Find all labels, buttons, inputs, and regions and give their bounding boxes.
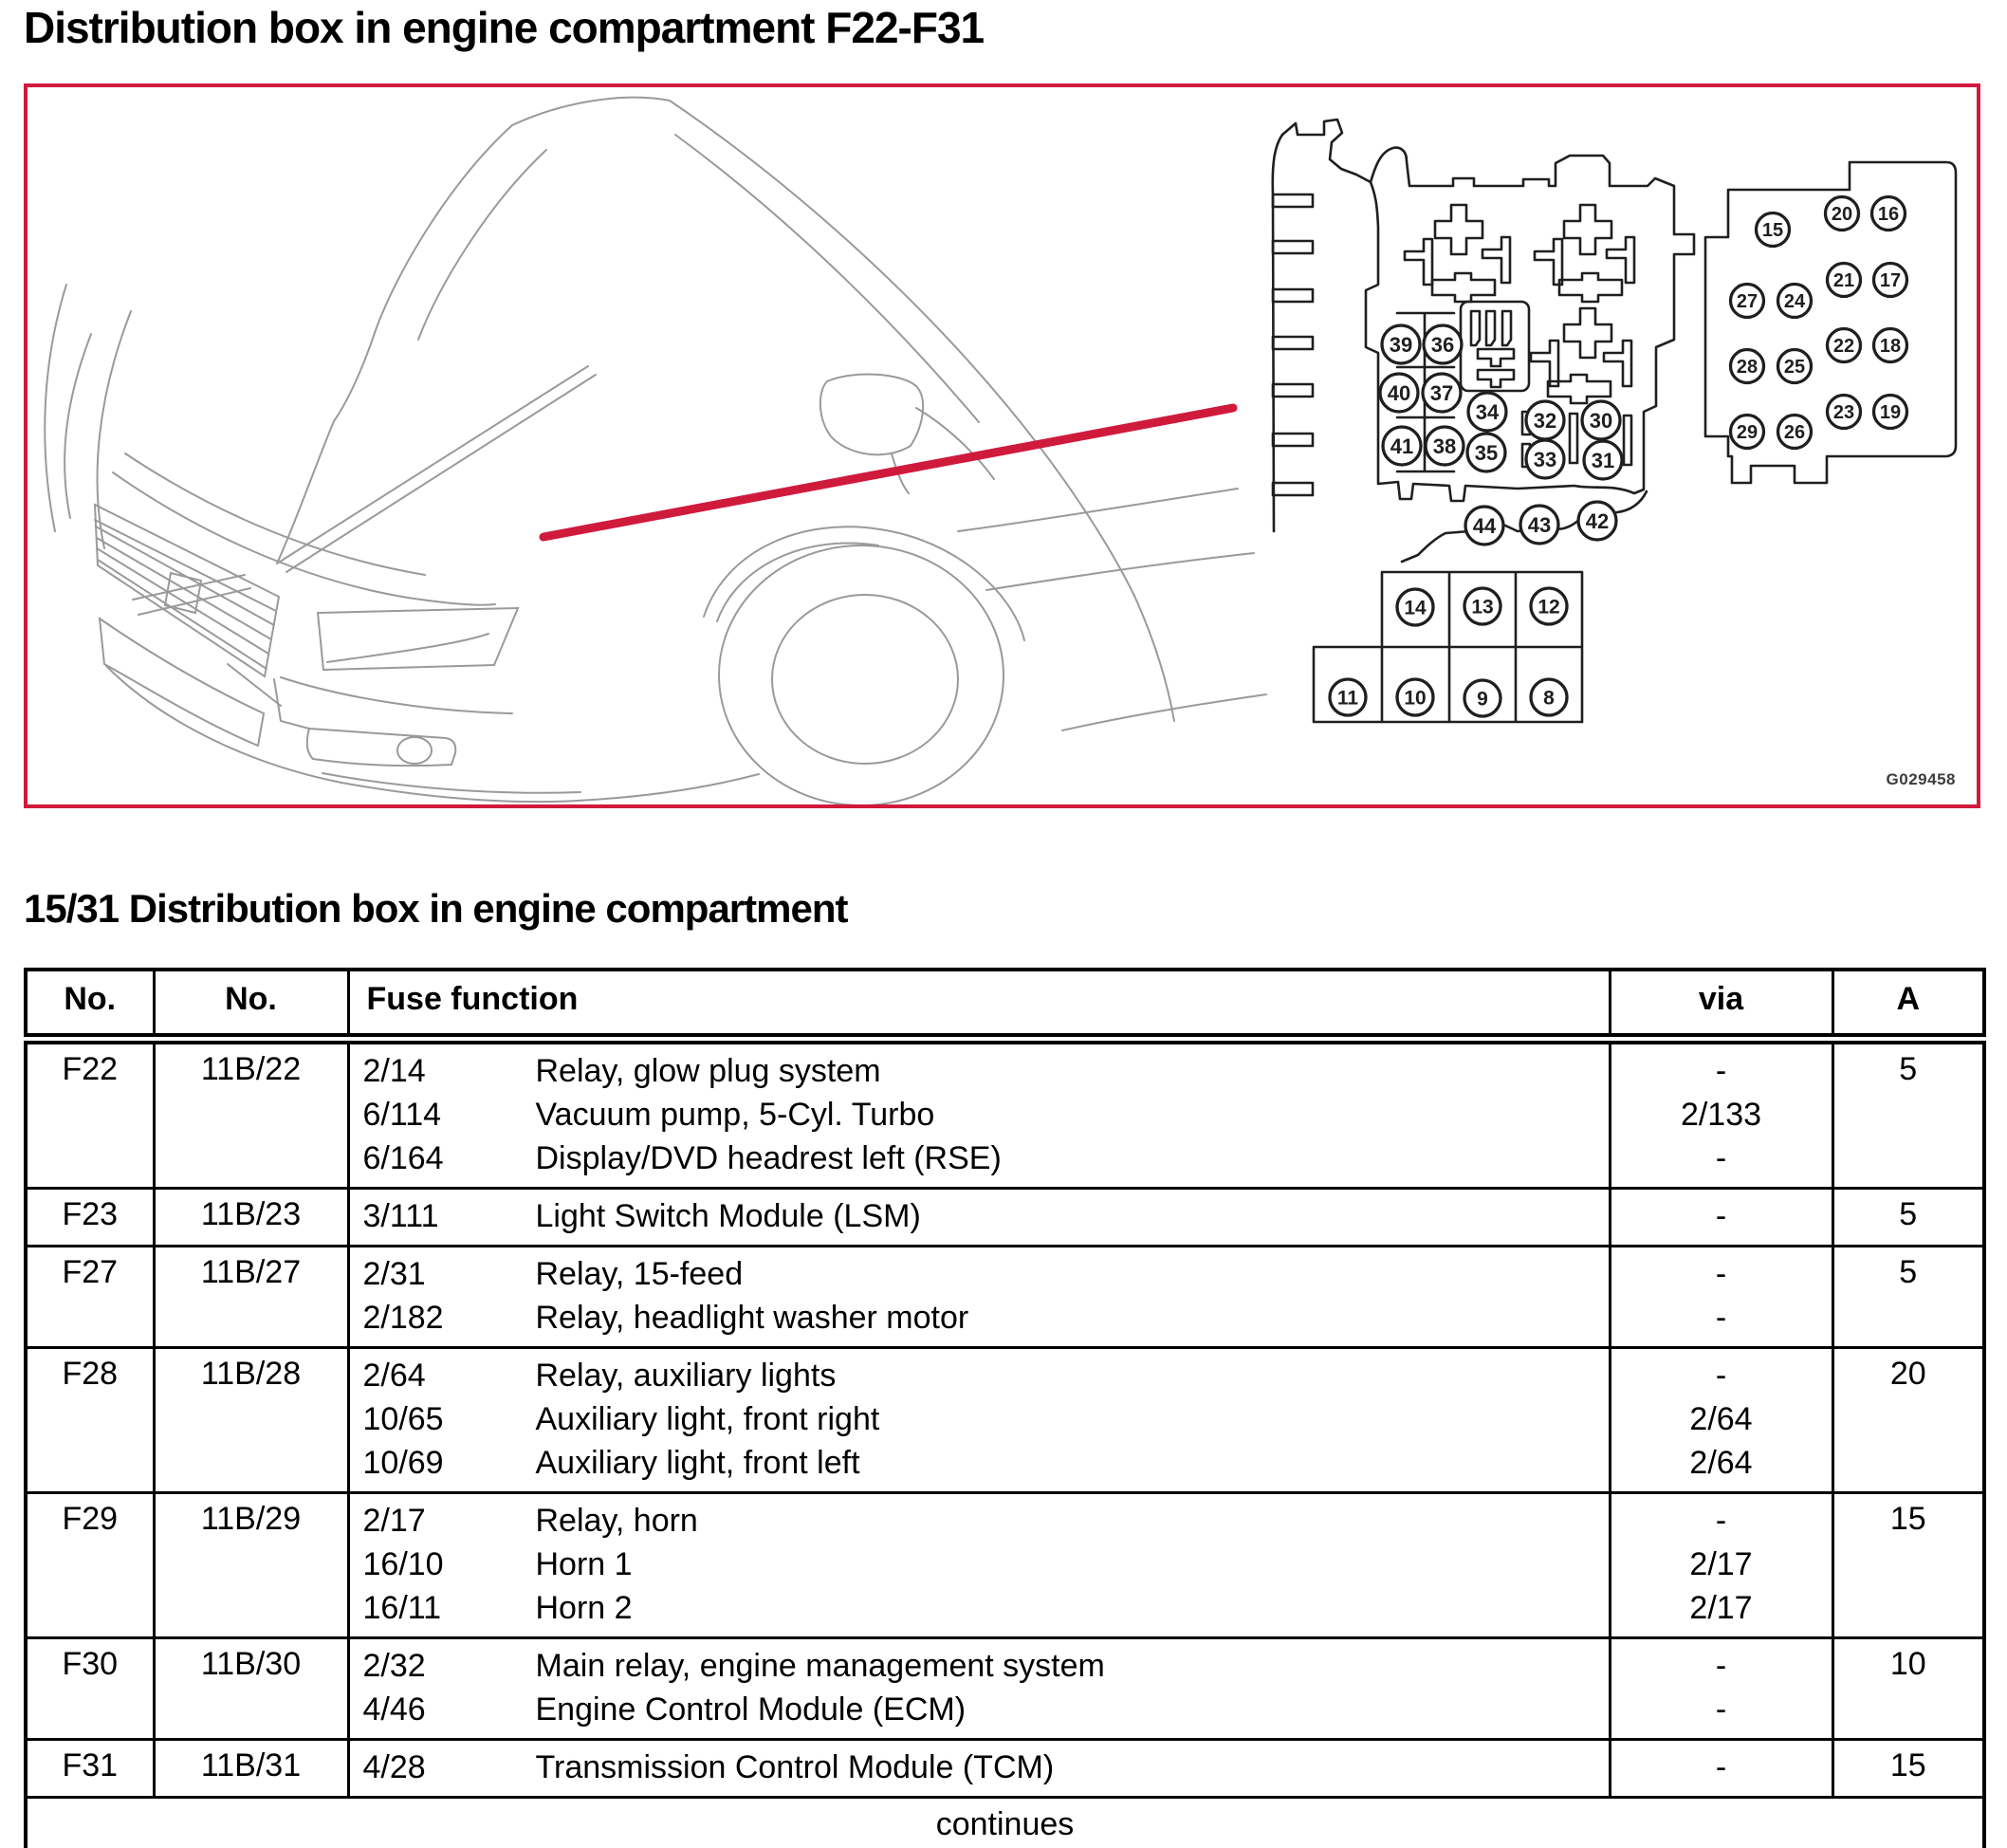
- component-code: 3/111: [362, 1198, 439, 1234]
- position-circle-label-22: 22: [1832, 336, 1855, 358]
- position-circle-label-28: 28: [1736, 357, 1758, 379]
- fuse-table-body: [26, 1039, 1984, 1798]
- via-cell: [1610, 1638, 1832, 1740]
- table-row-F29: [26, 1493, 1984, 1638]
- amperage-cell: 20: [1832, 1348, 1984, 1493]
- component-code: 2/64: [362, 1358, 426, 1394]
- position-circle-label-35: 35: [1474, 440, 1499, 465]
- component-function: Auxiliary light, front right: [535, 1401, 880, 1437]
- position-circle-label-20: 20: [1831, 204, 1853, 226]
- right-connector-circles: [1731, 197, 1907, 449]
- via-value: 2/64: [1689, 1445, 1753, 1481]
- section-heading: 15/31 Distribution box in engine compartment: [24, 886, 848, 931]
- position-circle-label-40: 40: [1387, 380, 1411, 405]
- via-cell: [1610, 1189, 1832, 1247]
- position-circle-label-21: 21: [1832, 270, 1855, 292]
- component-code: 6/114: [362, 1097, 442, 1133]
- component-function: Transmission Control Module (TCM): [535, 1749, 1055, 1785]
- component-code: 4/46: [362, 1691, 426, 1728]
- via-value: 2/133: [1680, 1097, 1762, 1133]
- position-circle-label-23: 23: [1832, 402, 1855, 424]
- function-line: [363, 1252, 1609, 1296]
- fuse-no-cell: F27: [26, 1247, 154, 1348]
- position-circle-label-30: 30: [1589, 408, 1613, 433]
- via-cell: [1610, 1039, 1832, 1189]
- component-function: Vacuum pump, 5-Cyl. Turbo: [535, 1097, 935, 1133]
- fuse-function-cell: [348, 1493, 1610, 1638]
- position-circle-label-25: 25: [1783, 357, 1806, 379]
- via-value: -: [1715, 1358, 1727, 1394]
- fuse-function-cell: [348, 1348, 1610, 1493]
- component-function: Relay, horn: [535, 1503, 698, 1539]
- position-circle-label-37: 37: [1429, 380, 1454, 405]
- fuse-no-cell: F28: [26, 1348, 154, 1493]
- function-line: [363, 1688, 1609, 1731]
- function-line: [363, 1194, 1609, 1238]
- position-circle-label-14: 14: [1404, 597, 1427, 619]
- via-value: -: [1715, 1140, 1727, 1176]
- table-row-F30: [26, 1638, 1984, 1740]
- engine-compartment-diagram: [28, 87, 1977, 804]
- header-amps: A: [1832, 970, 1984, 1039]
- fuse-no-cell: F22: [26, 1039, 154, 1189]
- via-value: -: [1715, 1691, 1727, 1728]
- position-circle-label-42: 42: [1585, 508, 1610, 533]
- via-value: 2/17: [1689, 1546, 1753, 1582]
- amperage-cell: 5: [1832, 1247, 1984, 1348]
- function-line: [363, 1586, 1609, 1630]
- via-value: -: [1715, 1300, 1727, 1336]
- fuse-no-cell: F23: [26, 1189, 154, 1247]
- table-row-F31: [26, 1740, 1984, 1798]
- via-cell: [1610, 1740, 1832, 1798]
- via-cell: [1610, 1348, 1832, 1493]
- position-circle-label-27: 27: [1736, 291, 1758, 313]
- position-circle-label-38: 38: [1432, 434, 1457, 458]
- component-function: Horn 2: [535, 1590, 633, 1626]
- component-function: Auxiliary light, front left: [535, 1445, 860, 1481]
- component-code: 2/182: [362, 1300, 444, 1336]
- component-function: Engine Control Module (ECM): [535, 1691, 967, 1728]
- position-circle-label-18: 18: [1879, 336, 1902, 358]
- fog-lamp: [397, 737, 432, 764]
- position-circle-label-9: 9: [1477, 688, 1488, 711]
- component-code: 6/164: [362, 1140, 444, 1176]
- component-code: 10/65: [362, 1401, 444, 1437]
- header-fuse-function: Fuse function: [348, 970, 1610, 1039]
- position-no-cell: 11B/23: [154, 1189, 348, 1247]
- position-circle-label-41: 41: [1390, 434, 1414, 458]
- position-circle-label-36: 36: [1430, 332, 1455, 357]
- fuse-function-cell: [348, 1189, 1610, 1247]
- position-circle-label-13: 13: [1471, 596, 1494, 619]
- position-circle-label-15: 15: [1761, 220, 1784, 242]
- callout-line: [543, 408, 1233, 537]
- function-line: [363, 1543, 1609, 1586]
- fuse-no-cell: F30: [26, 1638, 154, 1740]
- via-value: -: [1715, 1749, 1727, 1785]
- component-code: 4/28: [362, 1749, 426, 1785]
- fuse-table-header: [26, 970, 1984, 1039]
- header-position-no: No.: [154, 970, 348, 1039]
- amperage-cell: 5: [1832, 1039, 1984, 1189]
- position-no-cell: 11B/22: [154, 1039, 348, 1189]
- amperage-cell: 15: [1832, 1740, 1984, 1798]
- position-no-cell: 11B/28: [154, 1348, 348, 1493]
- continues-label: continues: [26, 1798, 1984, 1848]
- fuse-function-cell: [348, 1740, 1610, 1798]
- continues-row: [26, 1798, 1984, 1848]
- via-value: -: [1715, 1648, 1727, 1684]
- via-value: -: [1715, 1198, 1727, 1234]
- component-function: Relay, 15-feed: [535, 1256, 744, 1292]
- position-circle-label-33: 33: [1533, 447, 1557, 471]
- component-function: Light Switch Module (LSM): [535, 1198, 921, 1234]
- position-circle-label-16: 16: [1877, 204, 1900, 226]
- position-circle-label-17: 17: [1879, 270, 1902, 292]
- via-value: -: [1715, 1256, 1727, 1292]
- function-line: [363, 1049, 1609, 1093]
- position-no-cell: 11B/30: [154, 1638, 348, 1740]
- position-no-cell: 11B/27: [154, 1247, 348, 1348]
- component-function: Relay, glow plug system: [535, 1053, 881, 1089]
- fuse-no-cell: F29: [26, 1493, 154, 1638]
- fuse-function-cell: [348, 1039, 1610, 1189]
- component-code: 2/31: [362, 1256, 426, 1292]
- car-front-drawing: [45, 98, 1266, 804]
- position-circle-label-32: 32: [1533, 408, 1557, 433]
- table-row-F23: [26, 1189, 1984, 1247]
- position-circle-label-39: 39: [1389, 332, 1413, 357]
- position-circle-label-34: 34: [1475, 399, 1500, 424]
- function-line: [363, 1746, 1609, 1789]
- component-code: 16/10: [362, 1546, 444, 1582]
- function-line: [363, 1137, 1609, 1180]
- component-code: 10/69: [362, 1445, 444, 1481]
- function-line: [363, 1441, 1609, 1485]
- via-value: -: [1715, 1053, 1727, 1089]
- function-line: [363, 1296, 1609, 1340]
- position-circle-label-10: 10: [1404, 687, 1427, 710]
- position-circle-label-24: 24: [1783, 291, 1806, 313]
- amperage-cell: 10: [1832, 1638, 1984, 1740]
- table-row-F22: [26, 1039, 1984, 1189]
- component-code: 2/14: [362, 1053, 426, 1089]
- function-line: [363, 1644, 1609, 1688]
- position-circle-label-43: 43: [1527, 512, 1552, 537]
- table-row-F27: [26, 1247, 1984, 1348]
- amperage-cell: 5: [1832, 1189, 1984, 1247]
- component-function: Horn 1: [535, 1546, 633, 1582]
- component-code: 2/32: [362, 1648, 426, 1684]
- component-code: 2/17: [362, 1503, 426, 1539]
- position-circle-label-26: 26: [1783, 422, 1806, 444]
- via-value: 2/64: [1689, 1401, 1753, 1437]
- via-value: -: [1715, 1503, 1727, 1539]
- amperage-cell: 15: [1832, 1493, 1984, 1638]
- component-function: Display/DVD headrest left (RSE): [535, 1140, 1002, 1176]
- fuse-table: [24, 968, 1986, 1848]
- header-via: via: [1610, 970, 1832, 1039]
- position-circle-label-12: 12: [1537, 596, 1560, 619]
- via-value: 2/17: [1689, 1590, 1753, 1626]
- function-line: [363, 1354, 1609, 1397]
- function-line: [363, 1499, 1609, 1543]
- position-no-cell: 11B/31: [154, 1740, 348, 1798]
- table-row-F28: [26, 1348, 1984, 1493]
- component-function: Relay, auxiliary lights: [535, 1358, 837, 1394]
- front-wheel: [719, 545, 1004, 804]
- page-title: Distribution box in engine compartment F22-F31: [24, 3, 985, 52]
- position-no-cell: 11B/29: [154, 1493, 348, 1638]
- position-circle-label-44: 44: [1472, 513, 1497, 538]
- component-function: Relay, headlight washer motor: [535, 1300, 969, 1336]
- fuse-function-cell: [348, 1247, 1610, 1348]
- component-code: 16/11: [362, 1590, 442, 1626]
- via-cell: [1610, 1493, 1832, 1638]
- fuse-no-cell: F31: [26, 1740, 154, 1798]
- component-function: Main relay, engine management system: [535, 1648, 1105, 1684]
- position-circle-label-8: 8: [1543, 687, 1555, 710]
- fuse-function-cell: [348, 1638, 1610, 1740]
- position-circle-label-19: 19: [1879, 402, 1902, 424]
- function-line: [363, 1397, 1609, 1441]
- via-cell: [1610, 1247, 1832, 1348]
- front-wheel-rim: [772, 595, 958, 764]
- figure-watermark: G029458: [1886, 770, 1956, 788]
- position-circle-label-11: 11: [1336, 687, 1359, 710]
- position-circle-label-29: 29: [1736, 422, 1758, 444]
- figure-engine-compartment: [24, 83, 1980, 808]
- header-fuse-no: No.: [26, 970, 154, 1039]
- function-line: [363, 1093, 1609, 1137]
- position-circle-label-31: 31: [1591, 448, 1615, 472]
